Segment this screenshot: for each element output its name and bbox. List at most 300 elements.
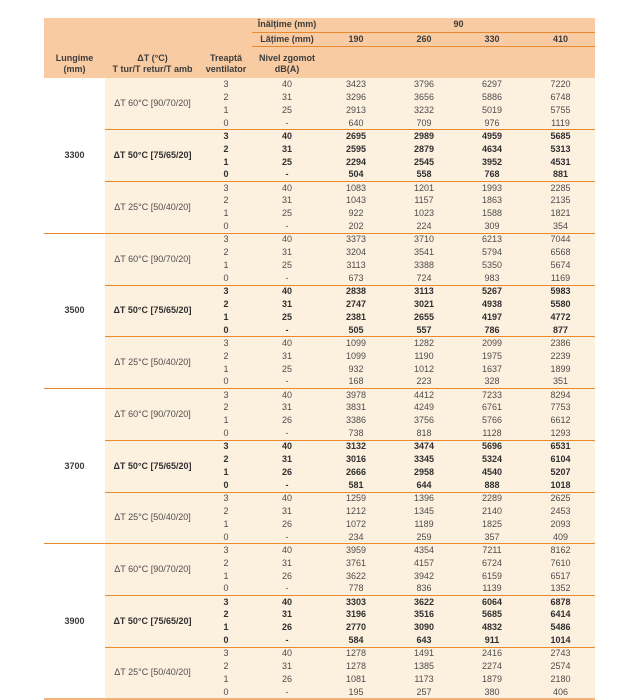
- value-cell: 309: [458, 220, 526, 233]
- value-cell: 504: [322, 169, 390, 182]
- value-cell: 3516: [390, 608, 458, 621]
- value-cell: 3090: [390, 621, 458, 634]
- noise-level-cell: 31: [252, 350, 322, 363]
- value-cell: 2140: [458, 505, 526, 518]
- value-cell: 1293: [526, 427, 595, 440]
- value-cell: 4540: [458, 466, 526, 479]
- delta-t-cell: ΔT 60°C [90/70/20]: [105, 544, 200, 596]
- value-cell: 2913: [322, 104, 390, 117]
- length-cell: 3700: [44, 389, 105, 544]
- value-cell: 5794: [458, 246, 526, 259]
- fan-step-cell: 2: [200, 298, 252, 311]
- value-cell: 1099: [322, 337, 390, 350]
- table-row: [44, 492, 595, 505]
- value-cell: 1081: [322, 673, 390, 686]
- delta-t-cell: ΔT 50°C [75/65/20]: [105, 596, 200, 648]
- noise-level-cell: 31: [252, 401, 322, 414]
- value-cell: 3656: [390, 91, 458, 104]
- noise-level-cell: -: [252, 686, 322, 699]
- value-cell: 976: [458, 117, 526, 130]
- delta-t-cell: ΔT 50°C [75/65/20]: [105, 440, 200, 492]
- value-cell: 1278: [322, 647, 390, 660]
- value-cell: 5267: [458, 285, 526, 298]
- value-cell: 357: [458, 531, 526, 544]
- noise-level-cell: -: [252, 169, 322, 182]
- value-cell: 2695: [322, 130, 390, 143]
- col-header-nivel-line1: Nivel zgomot: [258, 52, 315, 63]
- value-cell: 7220: [526, 78, 595, 91]
- header-row-inaltime: [44, 18, 595, 33]
- table-row: [44, 130, 595, 143]
- value-cell: 2294: [322, 156, 390, 169]
- noise-level-cell: -: [252, 324, 322, 337]
- value-cell: 1169: [526, 272, 595, 285]
- delta-t-cell: ΔT 25°C [50/40/20]: [105, 647, 200, 699]
- value-cell: 2135: [526, 194, 595, 207]
- value-cell: 223: [390, 376, 458, 389]
- value-cell: 4249: [390, 401, 458, 414]
- value-cell: 3132: [322, 440, 390, 453]
- value-cell: 4157: [390, 557, 458, 570]
- value-cell: 818: [390, 427, 458, 440]
- value-cell: 8162: [526, 544, 595, 557]
- value-cell: 983: [458, 272, 526, 285]
- value-cell: 406: [526, 686, 595, 699]
- value-cell: 2386: [526, 337, 595, 350]
- col-header-treapta-line1: Treaptă: [209, 52, 242, 63]
- value-cell: 234: [322, 531, 390, 544]
- noise-level-cell: 40: [252, 78, 322, 91]
- header-width-410: 410: [526, 33, 595, 47]
- noise-level-cell: 40: [252, 389, 322, 402]
- noise-level-cell: 26: [252, 518, 322, 531]
- value-cell: 2655: [390, 311, 458, 324]
- value-cell: 1083: [322, 182, 390, 195]
- fan-step-cell: 3: [200, 285, 252, 298]
- delta-t-cell: ΔT 25°C [50/40/20]: [105, 337, 200, 389]
- value-cell: 643: [390, 634, 458, 647]
- value-cell: 6531: [526, 440, 595, 453]
- table-row: [44, 544, 595, 557]
- col-header-lungime: [44, 18, 105, 78]
- value-cell: 709: [390, 117, 458, 130]
- value-cell: 7610: [526, 557, 595, 570]
- value-cell: 1189: [390, 518, 458, 531]
- fan-step-cell: 3: [200, 596, 252, 609]
- value-cell: 836: [390, 583, 458, 596]
- value-cell: 1173: [390, 673, 458, 686]
- length-cell: 3300: [44, 78, 105, 233]
- col-header-treapta-line2: ventilator: [205, 63, 247, 74]
- value-cell: 1099: [322, 350, 390, 363]
- fan-step-cell: 0: [200, 583, 252, 596]
- length-cell: 3500: [44, 233, 105, 388]
- value-cell: 2381: [322, 311, 390, 324]
- noise-level-cell: -: [252, 583, 322, 596]
- fan-step-cell: 2: [200, 608, 252, 621]
- noise-level-cell: 40: [252, 647, 322, 660]
- value-cell: 3196: [322, 608, 390, 621]
- value-cell: 2625: [526, 492, 595, 505]
- delta-t-cell: ΔT 60°C [90/70/20]: [105, 233, 200, 285]
- table-body: [44, 78, 595, 699]
- value-cell: 3622: [390, 596, 458, 609]
- value-cell: 6064: [458, 596, 526, 609]
- value-cell: 1014: [526, 634, 595, 647]
- header-latime-label: Lățime (mm): [252, 33, 322, 47]
- noise-level-cell: 40: [252, 440, 322, 453]
- fan-step-cell: 1: [200, 104, 252, 117]
- noise-level-cell: 31: [252, 608, 322, 621]
- fan-step-cell: 0: [200, 686, 252, 699]
- col-header-lungime-line1: Lungime: [55, 52, 94, 63]
- fan-step-cell: 1: [200, 414, 252, 427]
- noise-level-cell: -: [252, 376, 322, 389]
- value-cell: 409: [526, 531, 595, 544]
- fan-step-cell: 0: [200, 272, 252, 285]
- value-cell: 2838: [322, 285, 390, 298]
- value-cell: 640: [322, 117, 390, 130]
- fan-step-cell: 3: [200, 337, 252, 350]
- delta-t-cell: ΔT 25°C [50/40/20]: [105, 182, 200, 234]
- value-cell: 1879: [458, 673, 526, 686]
- table-row: [44, 78, 595, 91]
- header-width-330: 330: [458, 33, 526, 47]
- value-cell: 3113: [322, 259, 390, 272]
- value-cell: 1863: [458, 194, 526, 207]
- value-cell: 6414: [526, 608, 595, 621]
- table-row: [44, 233, 595, 246]
- value-cell: 3296: [322, 91, 390, 104]
- delta-t-cell: ΔT 50°C [75/65/20]: [105, 130, 200, 182]
- value-cell: 4959: [458, 130, 526, 143]
- value-cell: 3474: [390, 440, 458, 453]
- value-cell: 3113: [390, 285, 458, 298]
- noise-level-cell: 26: [252, 570, 322, 583]
- col-header-nivel-zgomot: [252, 47, 322, 79]
- value-cell: 3388: [390, 259, 458, 272]
- value-cell: 1282: [390, 337, 458, 350]
- value-cell: 5350: [458, 259, 526, 272]
- value-cell: 6761: [458, 401, 526, 414]
- noise-level-cell: 31: [252, 91, 322, 104]
- value-cell: 2545: [390, 156, 458, 169]
- value-cell: 8294: [526, 389, 595, 402]
- fan-step-cell: 1: [200, 673, 252, 686]
- value-cell: 584: [322, 634, 390, 647]
- value-cell: 557: [390, 324, 458, 337]
- value-cell: 6517: [526, 570, 595, 583]
- noise-level-cell: -: [252, 117, 322, 130]
- value-cell: 3541: [390, 246, 458, 259]
- value-cell: 3232: [390, 104, 458, 117]
- value-cell: 1278: [322, 660, 390, 673]
- value-cell: 877: [526, 324, 595, 337]
- value-cell: 328: [458, 376, 526, 389]
- value-cell: 1043: [322, 194, 390, 207]
- table-row: [44, 182, 595, 195]
- value-cell: 1072: [322, 518, 390, 531]
- value-cell: 1212: [322, 505, 390, 518]
- value-cell: 2595: [322, 143, 390, 156]
- value-cell: 5696: [458, 440, 526, 453]
- fan-step-cell: 3: [200, 440, 252, 453]
- value-cell: 5755: [526, 104, 595, 117]
- noise-level-cell: 40: [252, 233, 322, 246]
- value-cell: 3386: [322, 414, 390, 427]
- value-cell: 6159: [458, 570, 526, 583]
- value-cell: 1825: [458, 518, 526, 531]
- value-cell: 2747: [322, 298, 390, 311]
- value-cell: 3021: [390, 298, 458, 311]
- value-cell: 558: [390, 169, 458, 182]
- value-cell: 673: [322, 272, 390, 285]
- value-cell: 3622: [322, 570, 390, 583]
- fan-step-cell: 3: [200, 182, 252, 195]
- noise-level-cell: 40: [252, 596, 322, 609]
- header-inaltime-value: 90: [322, 18, 595, 33]
- fan-step-cell: 0: [200, 169, 252, 182]
- fan-step-cell: 3: [200, 233, 252, 246]
- table-header: [44, 18, 595, 78]
- value-cell: 2770: [322, 621, 390, 634]
- noise-level-cell: -: [252, 634, 322, 647]
- value-cell: 2180: [526, 673, 595, 686]
- value-cell: 778: [322, 583, 390, 596]
- value-cell: 1190: [390, 350, 458, 363]
- value-cell: 505: [322, 324, 390, 337]
- noise-level-cell: -: [252, 272, 322, 285]
- value-cell: 2453: [526, 505, 595, 518]
- value-cell: 1975: [458, 350, 526, 363]
- value-cell: 224: [390, 220, 458, 233]
- value-cell: 7233: [458, 389, 526, 402]
- spec-table-container: [44, 18, 595, 700]
- value-cell: 3942: [390, 570, 458, 583]
- noise-level-cell: 31: [252, 246, 322, 259]
- value-cell: 1018: [526, 479, 595, 492]
- value-cell: 6724: [458, 557, 526, 570]
- value-cell: 1993: [458, 182, 526, 195]
- value-cell: 4938: [458, 298, 526, 311]
- fan-step-cell: 0: [200, 531, 252, 544]
- noise-level-cell: 31: [252, 660, 322, 673]
- fan-step-cell: 2: [200, 505, 252, 518]
- col-header-lungime-line2: (mm): [63, 63, 86, 74]
- header-inaltime-label: Înălțime (mm): [252, 18, 322, 33]
- table-row: [44, 647, 595, 660]
- fan-step-cell: 1: [200, 570, 252, 583]
- value-cell: 1637: [458, 363, 526, 376]
- fan-step-cell: 3: [200, 78, 252, 91]
- noise-level-cell: 40: [252, 544, 322, 557]
- value-cell: 4832: [458, 621, 526, 634]
- value-cell: 3303: [322, 596, 390, 609]
- fan-step-cell: 2: [200, 557, 252, 570]
- value-cell: 6104: [526, 453, 595, 466]
- value-cell: 768: [458, 169, 526, 182]
- noise-level-cell: 31: [252, 143, 322, 156]
- delta-t-cell: ΔT 50°C [75/65/20]: [105, 285, 200, 337]
- value-cell: 2879: [390, 143, 458, 156]
- fan-step-cell: 2: [200, 246, 252, 259]
- value-cell: 911: [458, 634, 526, 647]
- value-cell: 168: [322, 376, 390, 389]
- value-cell: 3831: [322, 401, 390, 414]
- value-cell: 881: [526, 169, 595, 182]
- value-cell: 3761: [322, 557, 390, 570]
- value-cell: 3796: [390, 78, 458, 91]
- table-row: [44, 596, 595, 609]
- noise-level-cell: -: [252, 220, 322, 233]
- noise-level-cell: 31: [252, 505, 322, 518]
- fan-step-cell: 3: [200, 130, 252, 143]
- fan-step-cell: 1: [200, 466, 252, 479]
- col-header-treapta: [200, 18, 252, 78]
- fan-step-cell: 1: [200, 207, 252, 220]
- value-cell: 3373: [322, 233, 390, 246]
- fan-step-cell: 0: [200, 427, 252, 440]
- value-cell: 3978: [322, 389, 390, 402]
- value-cell: 380: [458, 686, 526, 699]
- noise-level-cell: 31: [252, 194, 322, 207]
- value-cell: 1588: [458, 207, 526, 220]
- value-cell: 1345: [390, 505, 458, 518]
- value-cell: 195: [322, 686, 390, 699]
- value-cell: 2285: [526, 182, 595, 195]
- header-width-260: 260: [390, 33, 458, 47]
- col-header-delta-t-line2: T tur/T retur/T amb: [112, 63, 193, 74]
- value-cell: 4197: [458, 311, 526, 324]
- value-cell: 351: [526, 376, 595, 389]
- value-cell: 922: [322, 207, 390, 220]
- value-cell: 2274: [458, 660, 526, 673]
- value-cell: 644: [390, 479, 458, 492]
- header-width-190: 190: [322, 33, 390, 47]
- noise-level-cell: 40: [252, 182, 322, 195]
- noise-level-cell: 31: [252, 298, 322, 311]
- fan-step-cell: 1: [200, 621, 252, 634]
- delta-t-cell: ΔT 60°C [90/70/20]: [105, 78, 200, 130]
- table-row: [44, 337, 595, 350]
- value-cell: 581: [322, 479, 390, 492]
- fan-step-cell: 1: [200, 518, 252, 531]
- fan-step-cell: 0: [200, 117, 252, 130]
- value-cell: 5313: [526, 143, 595, 156]
- table-row: [44, 389, 595, 402]
- value-cell: 1821: [526, 207, 595, 220]
- noise-level-cell: 25: [252, 207, 322, 220]
- value-cell: 1023: [390, 207, 458, 220]
- header-spacer: [322, 47, 595, 79]
- noise-level-cell: 26: [252, 621, 322, 634]
- noise-level-cell: -: [252, 479, 322, 492]
- noise-level-cell: 25: [252, 104, 322, 117]
- value-cell: 1119: [526, 117, 595, 130]
- fan-step-cell: 3: [200, 544, 252, 557]
- value-cell: 4412: [390, 389, 458, 402]
- value-cell: 3423: [322, 78, 390, 91]
- value-cell: 7044: [526, 233, 595, 246]
- fan-step-cell: 2: [200, 401, 252, 414]
- value-cell: 5685: [458, 608, 526, 621]
- value-cell: 5486: [526, 621, 595, 634]
- value-cell: 3016: [322, 453, 390, 466]
- value-cell: 6878: [526, 596, 595, 609]
- noise-level-cell: 26: [252, 466, 322, 479]
- value-cell: 257: [390, 686, 458, 699]
- value-cell: 3204: [322, 246, 390, 259]
- noise-level-cell: 40: [252, 130, 322, 143]
- fan-step-cell: 2: [200, 143, 252, 156]
- value-cell: 2093: [526, 518, 595, 531]
- value-cell: 4772: [526, 311, 595, 324]
- value-cell: 5207: [526, 466, 595, 479]
- noise-level-cell: 25: [252, 311, 322, 324]
- delta-t-cell: ΔT 60°C [90/70/20]: [105, 389, 200, 441]
- col-header-delta-t-line1: ΔT (°C): [137, 52, 168, 63]
- fan-step-cell: 0: [200, 220, 252, 233]
- table-row: [44, 440, 595, 453]
- value-cell: 3952: [458, 156, 526, 169]
- noise-level-cell: 26: [252, 673, 322, 686]
- value-cell: 1157: [390, 194, 458, 207]
- value-cell: 5019: [458, 104, 526, 117]
- value-cell: 2666: [322, 466, 390, 479]
- fan-step-cell: 1: [200, 363, 252, 376]
- value-cell: 2416: [458, 647, 526, 660]
- value-cell: 1139: [458, 583, 526, 596]
- noise-level-cell: 40: [252, 337, 322, 350]
- value-cell: 2989: [390, 130, 458, 143]
- value-cell: 202: [322, 220, 390, 233]
- noise-level-cell: 40: [252, 285, 322, 298]
- fan-step-cell: 0: [200, 634, 252, 647]
- value-cell: 5674: [526, 259, 595, 272]
- length-cell: 3900: [44, 544, 105, 699]
- value-cell: 5886: [458, 91, 526, 104]
- fan-step-cell: 0: [200, 324, 252, 337]
- value-cell: 1396: [390, 492, 458, 505]
- value-cell: 5983: [526, 285, 595, 298]
- value-cell: 786: [458, 324, 526, 337]
- dimensions-table: [44, 18, 595, 700]
- value-cell: 6612: [526, 414, 595, 427]
- value-cell: 6297: [458, 78, 526, 91]
- noise-level-cell: 31: [252, 453, 322, 466]
- fan-step-cell: 2: [200, 350, 252, 363]
- fan-step-cell: 3: [200, 647, 252, 660]
- value-cell: 354: [526, 220, 595, 233]
- noise-level-cell: 25: [252, 363, 322, 376]
- fan-step-cell: 0: [200, 479, 252, 492]
- value-cell: 5580: [526, 298, 595, 311]
- value-cell: 1128: [458, 427, 526, 440]
- fan-step-cell: 2: [200, 194, 252, 207]
- value-cell: 4354: [390, 544, 458, 557]
- fan-step-cell: 1: [200, 311, 252, 324]
- fan-step-cell: 2: [200, 91, 252, 104]
- fan-step-cell: 0: [200, 376, 252, 389]
- value-cell: 2958: [390, 466, 458, 479]
- noise-level-cell: 25: [252, 259, 322, 272]
- table-row: [44, 285, 595, 298]
- noise-level-cell: 40: [252, 492, 322, 505]
- value-cell: 5324: [458, 453, 526, 466]
- noise-level-cell: 25: [252, 156, 322, 169]
- value-cell: 6748: [526, 91, 595, 104]
- fan-step-cell: 1: [200, 259, 252, 272]
